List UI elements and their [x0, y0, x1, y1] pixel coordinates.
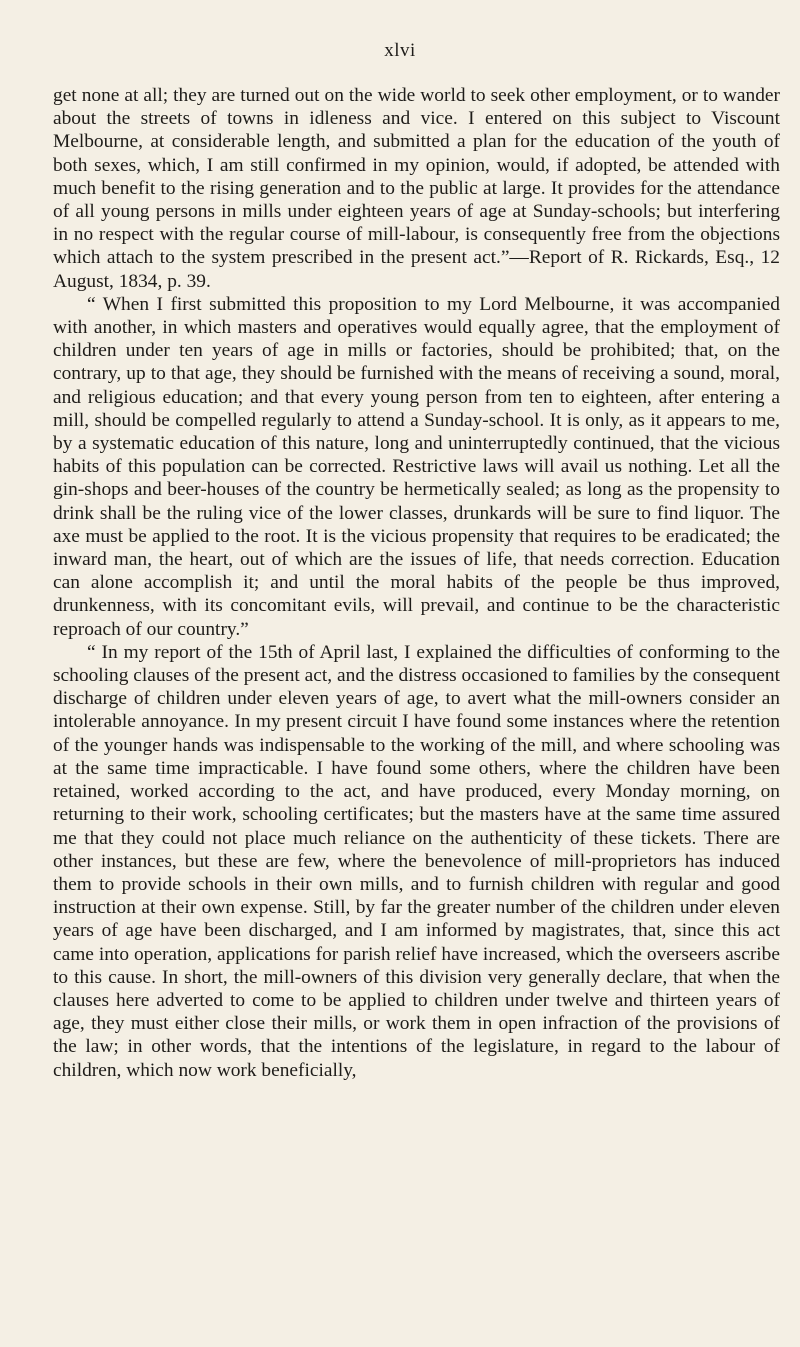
body-text: [53, 84, 780, 1082]
paragraph-2: “ When I first submitted this proposition to my Lord Melbourne, it was accompanied with another, in which masters and operatives would equally agree, that the employment of children under ten years of age in mills or factories, should be prohibited; that, on the contrary, up to that age, they should be furnished with the means of receiving a sound, moral, and religious education; and that every young person from ten to eighteen, after entering a mill, should be compelled regularly to attend a Sunday-school. It is only, as it appears to me, by a systematic education of this nature, long and uninterruptedly continued, that the vicious habits of this population can be corrected. Restrictive laws will avail us nothing. Let all the gin-shops and beer-houses of the country be hermetically sealed; as long as the propensity to drink shall be the ruling vice of the lower classes, drunkards will be sure to find liquor. The axe must be applied to the root. It is the vicious propensity that requires to be eradicated; the inward man, the heart, out of which are the issues of life, that needs correction. Education can alone accomplish it; and until the moral habits of the people be thus improved, drunkenness, with its concomitant evils, will prevail, and continue to be the characteristic reproach of our country.”: [53, 293, 780, 640]
paragraph-3: “ In my report of the 15th of April last, I explained the difficulties of conforming to the schooling clauses of the present act, and the distress occasioned to families by the consequent discharge of children under eleven years of age, to avert what the mill-owners consider an intolerable annoyance. In my present circuit I have found some instances where the retention of the younger hands was indispensable to the working of the mill, and where schooling was at the same time impracticable. I have found some others, where the children have been retained, worked according to the act, and have produced, every Monday morning, on returning to their work, schooling certificates; but the masters have at the same time assured me that they could not place much reliance on the authenticity of these tickets. There are other instances, but these are few, where the benevolence of mill-proprietors has induced them to provide schools in their own mills, and to furnish children with regular and good instruction at their own expense. Still, by far the greater number of the children under eleven years of age have been discharged, and I am informed by magistrates, that, since this act came into operation, applications for parish relief have increased, which the overseers ascribe to this cause. In short, the mill-owners of this division very generally declare, that when the clauses here adverted to come to be applied to children under twelve and thirteen years of age, they must either close their mills, or work them in open infraction of the provisions of the law; in other words, that the intentions of the legislature, in regard to the labour of children, which now work beneficially,: [53, 641, 780, 1081]
paragraph-1: get none at all; they are turned out on the wide world to seek other employment, or to wander about the streets of towns in idleness and vice. I entered on this subject to Viscount Melbourne, at considerable length, and submitted a plan for the education of the youth of both sexes, which, I am still confirmed in my opinion, would, if adopted, be attended with much benefit to the rising generation and to the public at large. It provides for the attendance of all young persons in mills under eighteen years of age at Sunday-schools; but interfering in no respect with the regular course of mill-labour, is consequently free from the objections which attach to the system prescribed in the present act.”—Report of R. Rickards, Esq., 12 August, 1834, p. 39.: [53, 85, 780, 292]
page-number: xlvi: [384, 40, 416, 61]
